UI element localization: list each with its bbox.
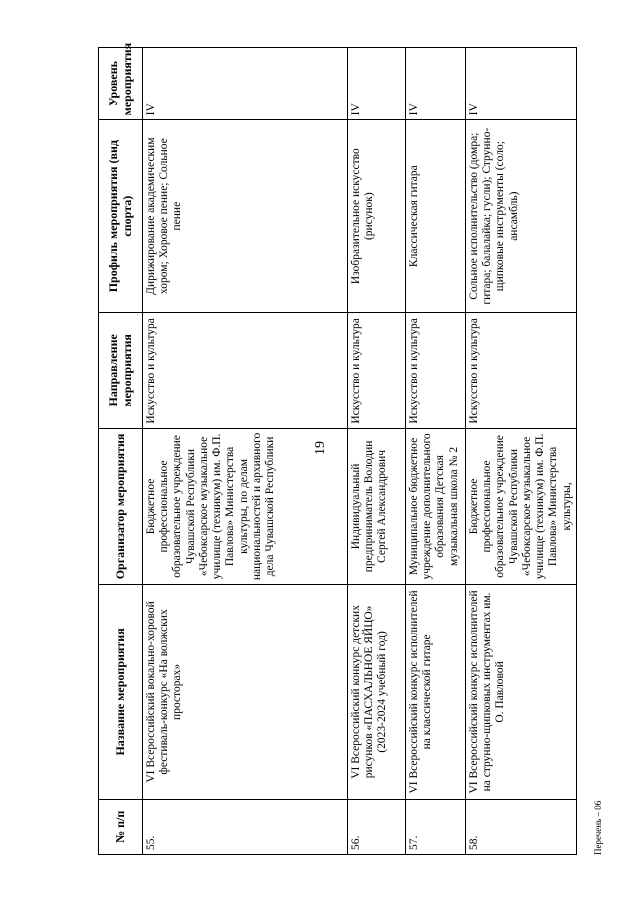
cell-organizer: Муниципальное бюджетное учреждение дополнительного образования Детская музыкальная школа № 2 xyxy=(406,428,466,585)
header-direction: Направление мероприятия xyxy=(99,313,143,429)
cell-num: 57. xyxy=(406,799,466,854)
cell-level: IV xyxy=(466,48,577,120)
cell-direction: Искусство и культура xyxy=(466,313,577,429)
cell-name: VI Всероссийский конкурс исполнителей на струнно-щипковых инструментах им. О. Павловой xyxy=(466,585,577,799)
cell-profile: Сольное исполнительство (домра; гитара; балалайка; гусли); Струнно-щипковые инструменты (соло; ансамбль) xyxy=(466,120,577,313)
footer-note: Перечень – 06 xyxy=(593,800,603,855)
table-row xyxy=(348,48,406,855)
cell-organizer: Индивидуальный предприниматель Володин Сергей Александрович xyxy=(348,428,406,585)
cell-direction: Искусство и культура xyxy=(406,313,466,429)
cell-organizer: Бюджетное профессиональное образовательное учреждение Чувашской Республики «Чебоксарское музыкальное училище (техникум) им. Ф.П. Павлова» Министерства культуры, по делам национальностей и архивного дела Чувашской Республики xyxy=(143,428,348,585)
header-num: № п/п xyxy=(99,799,143,854)
cell-level: IV xyxy=(406,48,466,120)
page-number: 19 xyxy=(313,441,328,455)
cell-num: 55. xyxy=(143,799,348,854)
table-row xyxy=(466,48,577,855)
cell-level: IV xyxy=(348,48,406,120)
cell-name: VI Всероссийский конкурс детских рисунков «ПАСХАЛЬНОЕ ЯЙЦО» (2023-2024 учебный год) xyxy=(348,585,406,799)
cell-direction: Искусство и культура xyxy=(348,313,406,429)
header-name: Название мероприятия xyxy=(99,585,143,799)
table-row xyxy=(143,48,348,855)
cell-direction: Искусство и культура xyxy=(143,313,348,429)
cell-organizer: Бюджетное профессиональное образовательное учреждение Чувашской Республики «Чебоксарское музыкальное училище (техникум) им. Ф.П. Павлова» Министерства культуры, xyxy=(466,428,577,585)
events-table xyxy=(98,42,577,855)
cell-num: 58. xyxy=(466,799,577,854)
events-table-container xyxy=(98,42,573,855)
cell-profile: Классическая гитара xyxy=(406,120,466,313)
table-header-row xyxy=(99,48,143,855)
cell-profile: Дирижирование академическим хором; Хоровое пение; Сольное пение xyxy=(143,120,348,313)
cell-num: 56. xyxy=(348,799,406,854)
header-level: Уровень мероприятия xyxy=(99,48,143,120)
cell-name: VI Всероссийский вокально-хоровой фестиваль-конкурс «На волжских просторах» xyxy=(143,585,348,799)
header-profile: Профиль мероприятия (вид спорта) xyxy=(99,120,143,313)
table-row xyxy=(406,48,466,855)
header-organizer: Организатор мероприятия xyxy=(99,428,143,585)
cell-name: VI Всероссийский конкурс исполнителей на классической гитаре xyxy=(406,585,466,799)
cell-level: IV xyxy=(143,48,348,120)
cell-profile: Изобразительное искусство (рисунок) xyxy=(348,120,406,313)
